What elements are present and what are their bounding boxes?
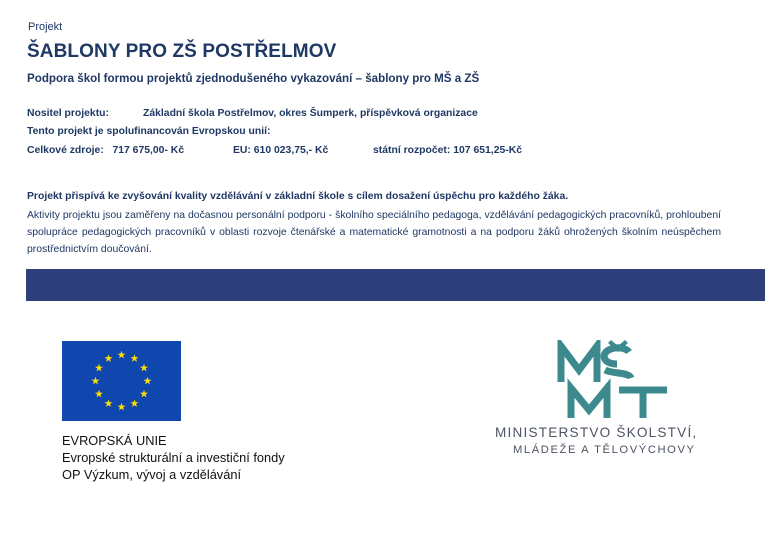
eu-funding: EU: 610 023,75,- Kč <box>233 145 329 156</box>
eu-star <box>140 364 148 372</box>
eu-star <box>95 364 103 372</box>
description-body: Aktivity projektu jsou zaměřeny na dočasnou personální podporu - školního speciálního pedagoga, vzdělávání pedagogických pracovníků, prohloubení spolupráce pedagogických pracovníků v oblasti rozvoje čtenářské a matematické gramotnosti a na podporu žáků ohrožených školním neúspěchem prostřednictvím doučování. <box>27 210 721 255</box>
msmt-name-line2: MLÁDEŽE A TĚLOVÝCHOVY <box>513 444 696 456</box>
eu-star <box>95 390 103 398</box>
eu-star <box>131 354 139 362</box>
eu-star <box>144 377 152 385</box>
eu-star <box>118 351 126 359</box>
msmt-logo-icon <box>557 340 677 422</box>
page-title: ŠABLONY PRO ZŠ POSTŘELMOV <box>27 41 337 62</box>
eu-logo-line2: Evropské strukturální a investiční fondy <box>62 450 285 465</box>
page-subtitle: Podpora škol formou projektů zjednodušeného vykazování – šablony pro MŠ a ZŠ <box>27 72 480 85</box>
eu-star <box>92 377 100 385</box>
holder-label: Nositel projektu: <box>27 108 109 119</box>
holder-value: Základní škola Postřelmov, okres Šumperk, příspěvková organizace <box>143 108 478 119</box>
description-intro: Projekt přispívá ke zvyšování kvality vzdělávání v základní škole s cílem dosažení úspěchu pro každého žáka. <box>27 191 569 202</box>
state-funding: státní rozpočet: 107 651,25-Kč <box>373 145 522 156</box>
eu-star <box>105 354 113 362</box>
eu-star <box>131 399 139 407</box>
eu-star <box>140 390 148 398</box>
msmt-name-line1: MINISTERSTVO ŠKOLSTVÍ, <box>495 425 698 440</box>
eu-flag-icon <box>62 341 181 421</box>
eu-logo-line1: EVROPSKÁ UNIE <box>62 433 167 448</box>
eu-logo-text <box>62 432 285 483</box>
eu-logo-line3: OP Výzkum, vývoj a vzdělávání <box>62 467 241 482</box>
eu-star <box>118 403 126 411</box>
total-funding: Celkové zdroje: 717 675,00- Kč <box>27 145 185 156</box>
eu-star <box>105 399 113 407</box>
divider-band <box>26 269 765 301</box>
project-kicker: Projekt <box>28 21 63 33</box>
cofinance-text: Tento projekt je spolufinancován Evropskou unií: <box>27 126 271 137</box>
